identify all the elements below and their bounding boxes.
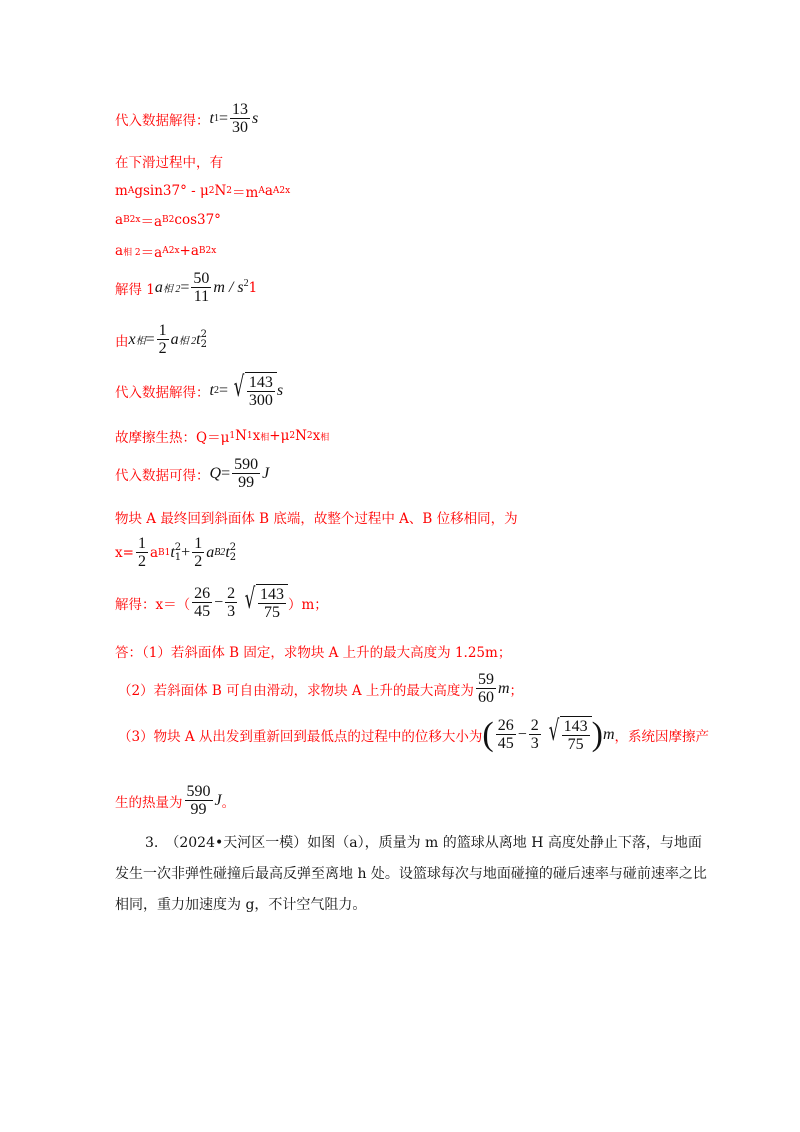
numerator: 50 <box>193 270 210 287</box>
text: 在下滑过程中，有 <box>115 155 223 171</box>
sup: 2 <box>200 328 207 340</box>
numerator: 13 <box>231 101 248 118</box>
line-q-result <box>115 456 269 491</box>
numerator: 26 <box>194 585 211 602</box>
s: B2x <box>198 246 217 256</box>
paren-right: ) <box>591 715 603 753</box>
numerator: 143 <box>260 586 284 603</box>
denominator: 3 <box>530 735 539 752</box>
t: N <box>214 183 227 199</box>
equals: = <box>145 330 155 348</box>
fraction-50-11 <box>191 270 211 305</box>
s: B2 <box>162 215 175 225</box>
numerator: 1 <box>137 535 146 552</box>
numerator: 26 <box>497 717 514 734</box>
unit: m / s <box>213 278 244 296</box>
line-heat-eq <box>115 426 329 446</box>
s: 1 <box>229 431 236 441</box>
denominator: 99 <box>238 474 255 491</box>
numerator: 59 <box>477 671 494 688</box>
numerator: 143 <box>563 718 588 735</box>
line-displacement-intro <box>115 507 518 527</box>
var-x: x <box>128 330 136 348</box>
denominator: 45 <box>497 735 514 752</box>
sub: 2 <box>200 338 207 350</box>
fraction-590-99 <box>185 783 213 818</box>
denominator: 75 <box>567 736 584 753</box>
line-t1-result <box>115 101 258 136</box>
t: +μ <box>269 428 290 444</box>
fraction-13-30 <box>230 101 250 136</box>
radicand <box>256 584 288 621</box>
fraction-26-45 <box>192 585 212 620</box>
s: 2 <box>226 186 233 196</box>
var-a: a <box>154 278 163 296</box>
line-x-eq <box>115 535 236 570</box>
numerator: 2 <box>227 585 236 602</box>
answer-3-cont <box>115 783 235 818</box>
denominator: 45 <box>194 603 211 620</box>
unit: m <box>602 725 615 743</box>
radical-sign: √ <box>233 370 245 403</box>
t: cos37° <box>174 212 221 228</box>
fraction-590-99 <box>232 456 260 491</box>
line-t2-result <box>115 372 283 409</box>
var-t: t <box>196 330 201 348</box>
var-a: a <box>206 543 215 561</box>
numerator: 1 <box>194 535 203 552</box>
t: m <box>115 183 128 199</box>
tail: 。 <box>221 794 236 811</box>
line-eq-relative <box>115 241 216 261</box>
sqrt <box>230 372 277 409</box>
equals: = <box>180 278 190 296</box>
sub: 相 2 <box>178 336 197 347</box>
t: ＝a <box>140 245 163 261</box>
unit: s <box>251 109 259 127</box>
label-text: （2）若斜面体 B 可自由滑动，求物块 A 上升的最大高度为 <box>118 682 474 699</box>
line-eq-force <box>115 181 290 201</box>
t: a <box>264 183 273 199</box>
denominator: 300 <box>248 392 273 409</box>
label-text: 解得：x＝（ <box>115 596 191 613</box>
var-q: Q <box>209 464 222 482</box>
denominator: 3 <box>227 603 236 620</box>
s: A <box>258 186 265 196</box>
sup: 2 <box>229 541 237 553</box>
t: a <box>115 212 124 228</box>
sub: 1 <box>174 551 182 563</box>
s: 1 <box>246 431 253 441</box>
denominator: 2 <box>194 553 203 570</box>
text: 答：（1）若斜面体 B 固定，求物块 A 上升的最大高度为 1.25m； <box>115 645 512 661</box>
radicand <box>560 716 592 753</box>
text: 物块 A 最终回到斜面体 B 底端，故整个过程中 A、B 位移相同，为 <box>115 511 518 527</box>
denominator: 30 <box>231 119 248 136</box>
fraction-2-3 <box>529 717 541 752</box>
var-t: t <box>170 543 175 561</box>
unit: m <box>497 679 510 697</box>
line-x-relative <box>115 322 207 357</box>
var-t: t <box>209 381 214 399</box>
s: 相 <box>260 432 270 443</box>
sub: 相 2 <box>162 284 181 295</box>
answer-2 <box>118 671 523 706</box>
answer-3 <box>118 716 709 753</box>
label-text: 生的热量为 <box>115 794 183 811</box>
fraction-143-75 <box>258 586 286 621</box>
tail: 1 <box>248 279 258 296</box>
numerator: 143 <box>248 374 273 391</box>
numerator: 590 <box>234 456 259 473</box>
sub: 1 <box>213 113 219 124</box>
t: ＝a <box>140 214 163 230</box>
tail: ）m； <box>288 596 328 613</box>
sub: 相 <box>135 336 146 347</box>
fraction-143-75 <box>562 718 590 753</box>
t: x <box>252 428 261 444</box>
t: a <box>115 243 124 259</box>
s: 相 2 <box>123 247 141 258</box>
radicand <box>245 372 277 409</box>
fraction-1-2 <box>136 535 148 570</box>
s: A <box>127 186 135 196</box>
denominator: 11 <box>193 288 210 305</box>
t: x <box>312 428 321 444</box>
numerator: 590 <box>186 783 211 800</box>
paren-left: ( <box>482 715 494 753</box>
question-3 <box>115 828 715 921</box>
t: N <box>295 428 307 444</box>
t: 故摩擦生热：Q＝μ <box>115 430 230 446</box>
s: B1 <box>158 547 171 558</box>
t: N <box>235 428 247 444</box>
s: 2 <box>306 431 313 441</box>
question-text: 3. （2024•天河区一模）如图（a），质量为 m 的篮球从离地 H 高度处静止下落，与地面发生一次非弹性碰撞后最高反弹至离地 h 处。设篮球每次与地面碰撞的碰后速率与碰前速率之比相同，重力加速度为 g，不计空气阻力。 <box>115 835 707 913</box>
line-a-result <box>115 270 257 305</box>
fraction-1-2 <box>192 535 204 570</box>
sub: 2 <box>229 551 237 563</box>
label-text: x= <box>115 544 134 561</box>
t: a <box>149 544 158 561</box>
minus: − <box>214 593 224 611</box>
denominator: 60 <box>477 689 494 706</box>
radical-sign: √ <box>548 714 560 747</box>
minus: − <box>517 725 527 743</box>
equals: = <box>221 464 231 482</box>
s: A2x <box>162 246 180 256</box>
var-t: t <box>209 109 214 127</box>
numerator: 2 <box>530 717 539 734</box>
unit: s <box>276 381 284 399</box>
sup: 2 <box>243 278 249 289</box>
t: ＝m <box>232 185 259 201</box>
sqrt <box>241 584 288 621</box>
line-eq-accel <box>115 210 221 230</box>
line-downhill <box>115 151 223 171</box>
line-x-result <box>115 584 328 621</box>
t: gsin37° - μ <box>134 183 209 199</box>
fraction-59-60 <box>476 671 496 706</box>
fraction-1-2 <box>157 322 169 357</box>
label-text: 代入数据可得： <box>115 467 210 484</box>
unit: J <box>214 791 222 809</box>
denominator: 2 <box>137 553 146 570</box>
fraction-2-3 <box>225 585 237 620</box>
denominator: 75 <box>264 604 280 621</box>
tail: ； <box>509 682 523 699</box>
fraction-26-45 <box>496 717 516 752</box>
var-t: t <box>225 543 230 561</box>
unit: J <box>262 464 270 482</box>
denominator: 99 <box>190 801 207 818</box>
equals: = <box>218 381 228 399</box>
sqrt <box>545 716 592 753</box>
t: +a <box>179 243 199 259</box>
plus: + <box>181 543 191 561</box>
s: 2 <box>289 431 296 441</box>
numerator: 1 <box>158 322 167 339</box>
s: 2 <box>208 186 215 196</box>
radical-sign: √ <box>244 582 256 615</box>
var-a: a <box>170 330 179 348</box>
s: B2x <box>123 215 141 225</box>
answer-1 <box>115 641 511 661</box>
equals: = <box>218 109 228 127</box>
label-text: （3）物块 A 从出发到重新回到最低点的过程中的位移大小为 <box>118 728 483 745</box>
sub: 2 <box>213 385 219 396</box>
s: 相 <box>320 432 330 443</box>
s: A2x <box>272 186 291 196</box>
label-text: 代入数据解得： <box>115 112 210 129</box>
denominator: 2 <box>158 340 167 357</box>
label-text: 解得 1 <box>115 281 155 298</box>
label-text: 由 <box>115 333 129 350</box>
sup: 2 <box>174 541 182 553</box>
tail: ，系统因摩擦产 <box>614 728 710 745</box>
sub: B2 <box>214 547 226 558</box>
fraction-143-300 <box>247 374 275 409</box>
label-text: 代入数据解得： <box>115 384 210 401</box>
